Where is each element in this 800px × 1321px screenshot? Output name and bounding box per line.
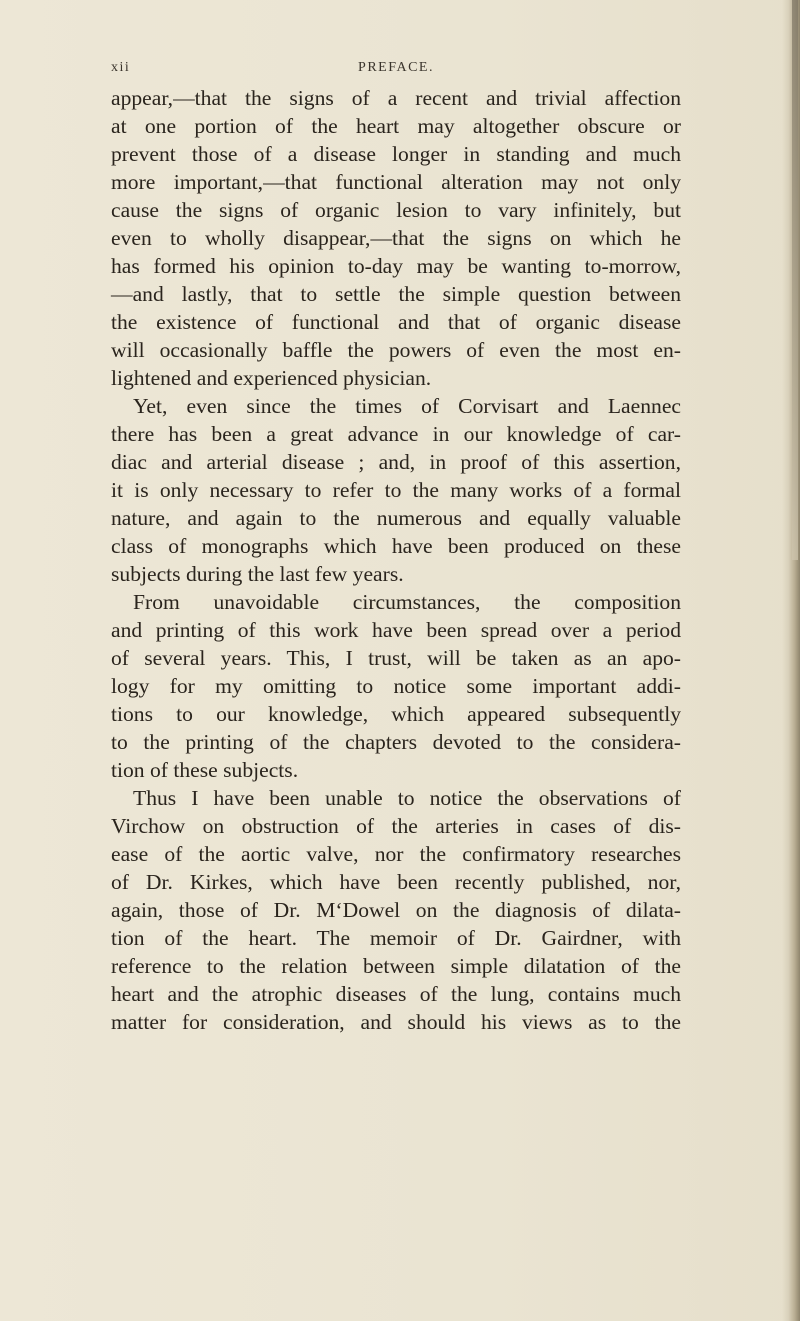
text-line: tion of the heart. The memoir of Dr. Gairdner, with bbox=[111, 926, 681, 950]
text-line: Virchow on obstruction of the arteries in cases of dis- bbox=[111, 814, 681, 838]
text-line: to the printing of the chapters devoted to the considera- bbox=[111, 730, 681, 754]
text-line: and printing of this work have been spread over a period bbox=[111, 618, 681, 642]
text-line: logy for my omitting to notice some important addi- bbox=[111, 674, 681, 698]
text-line: From unavoidable circumstances, the composition bbox=[133, 590, 681, 614]
text-line: ease of the aortic valve, nor the confirmatory researches bbox=[111, 842, 681, 866]
text-line: subjects during the last few years. bbox=[111, 562, 404, 586]
text-line: will occasionally baffle the powers of even the most en- bbox=[111, 338, 681, 362]
page-edge-shadow bbox=[782, 0, 800, 1321]
text-line: —and lastly, that to settle the simple question between bbox=[111, 282, 681, 306]
text-line: the existence of functional and that of organic disease bbox=[111, 310, 681, 334]
text-line: lightened and experienced physician. bbox=[111, 366, 432, 390]
text-line: tions to our knowledge, which appeared subsequently bbox=[111, 702, 681, 726]
text-line: there has been a great advance in our knowledge of car- bbox=[111, 422, 681, 446]
body-text bbox=[111, 84, 681, 1036]
text-line: nature, and again to the numerous and equally valuable bbox=[111, 506, 681, 530]
text-line: Thus I have been unable to notice the observations of bbox=[133, 786, 681, 810]
text-line: at one portion of the heart may altogether obscure or bbox=[111, 114, 681, 138]
text-line: diac and arterial disease ; and, in proof of this assertion, bbox=[111, 450, 681, 474]
text-line: it is only necessary to refer to the many works of a formal bbox=[111, 478, 681, 502]
paragraph bbox=[111, 392, 681, 588]
text-line: prevent those of a disease longer in standing and much bbox=[111, 142, 681, 166]
text-line: class of monographs which have been produced on these bbox=[111, 534, 681, 558]
text-line: tion of these subjects. bbox=[111, 758, 299, 782]
text-line: appear,—that the signs of a recent and trivial affection bbox=[111, 86, 681, 110]
running-title: PREFACE. bbox=[358, 60, 434, 75]
paragraph bbox=[111, 84, 681, 392]
text-line: cause the signs of organic lesion to vary infinitely, but bbox=[111, 198, 681, 222]
text-line: has formed his opinion to-day may be wanting to-morrow, bbox=[111, 254, 681, 278]
text-line: heart and the atrophic diseases of the lung, contains much bbox=[111, 982, 681, 1006]
text-line: reference to the relation between simple dilatation of the bbox=[111, 954, 681, 978]
text-line: matter for consideration, and should his views as to the bbox=[111, 1010, 681, 1034]
paragraph bbox=[111, 784, 681, 1036]
text-line: of Dr. Kirkes, which have been recently published, nor, bbox=[111, 870, 681, 894]
text-line: Yet, even since the times of Corvisart and Laennec bbox=[133, 394, 681, 418]
running-head bbox=[111, 60, 681, 82]
paragraph bbox=[111, 588, 681, 784]
text-line: more important,—that functional alteration may not only bbox=[111, 170, 681, 194]
text-line: again, those of Dr. M‘Dowel on the diagnosis of dilata- bbox=[111, 898, 681, 922]
text-line: even to wholly disappear,—that the signs on which he bbox=[111, 226, 681, 250]
page-number: xii bbox=[111, 60, 131, 75]
text-line: of several years. This, I trust, will be taken as an apo- bbox=[111, 646, 681, 670]
